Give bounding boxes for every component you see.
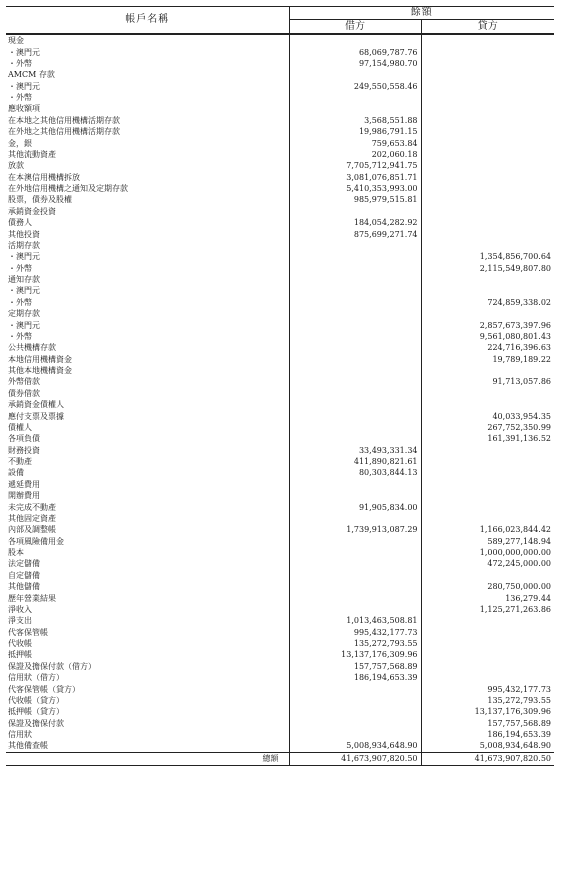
account-name-cell: 信用狀 bbox=[6, 729, 289, 740]
credit-cell bbox=[421, 58, 554, 69]
debit-cell: 202,060.18 bbox=[289, 149, 421, 160]
debit-cell bbox=[289, 536, 421, 547]
account-name-header: 帳戶名稱 bbox=[6, 7, 289, 35]
account-name-cell: 定期存款 bbox=[6, 308, 289, 319]
table-row bbox=[6, 240, 554, 251]
table-row bbox=[6, 46, 554, 57]
credit-cell bbox=[421, 126, 554, 137]
credit-cell: 19,789,189.22 bbox=[492, 354, 551, 364]
account-name-cell: ・外幣 bbox=[6, 92, 289, 103]
account-name-cell: 承銷資金投資 bbox=[6, 206, 289, 217]
debit-cell: 135,272,793.55 bbox=[289, 638, 421, 649]
debit-cell: 13,137,176,309.96 bbox=[289, 649, 421, 660]
credit-cell: 2,857,673,397.96 bbox=[479, 320, 551, 330]
credit-cell bbox=[421, 308, 554, 319]
debit-cell: 68,069,787.76 bbox=[289, 46, 421, 57]
credit-cell bbox=[421, 103, 554, 114]
account-name-cell: 自定儲備 bbox=[6, 570, 289, 581]
credit-cell: 267,752,350.99 bbox=[487, 422, 551, 432]
credit-cell: 1,166,023,844.42 bbox=[479, 525, 551, 535]
amount-header: 餘額 bbox=[289, 7, 554, 20]
credit-cell bbox=[421, 479, 554, 490]
debit-cell bbox=[289, 251, 421, 262]
credit-cell bbox=[421, 274, 554, 285]
account-name-cell: 其他儲備 bbox=[6, 581, 289, 592]
debit-cell bbox=[289, 399, 421, 410]
credit-cell bbox=[421, 399, 554, 410]
account-name-cell: 債券借款 bbox=[6, 388, 289, 399]
credit-cell: 135,272,793.55 bbox=[487, 695, 551, 705]
debit-cell bbox=[289, 69, 421, 80]
credit-cell: 224,716,396.63 bbox=[487, 343, 551, 353]
table-row bbox=[6, 604, 554, 615]
account-name-cell: 設備 bbox=[6, 467, 289, 478]
table-row bbox=[6, 342, 554, 353]
account-name-cell: ・澳門元 bbox=[6, 251, 289, 262]
debit-cell bbox=[289, 695, 421, 706]
balance-table bbox=[6, 6, 554, 766]
debit-cell: 759,653.84 bbox=[289, 137, 421, 148]
debit-cell bbox=[289, 433, 421, 444]
table-row bbox=[6, 422, 554, 433]
credit-cell bbox=[421, 137, 554, 148]
table-row bbox=[6, 103, 554, 114]
table-row bbox=[6, 399, 554, 410]
debit-cell: 3,568,551.88 bbox=[289, 115, 421, 126]
credit-cell: 995,432,177.73 bbox=[487, 684, 551, 694]
debit-cell bbox=[289, 240, 421, 251]
table-row bbox=[6, 524, 554, 535]
account-name-cell: 在本地之其他信用機構活期存款 bbox=[6, 115, 289, 126]
debit-cell bbox=[289, 592, 421, 603]
debit-cell bbox=[289, 422, 421, 433]
table-row bbox=[6, 69, 554, 80]
table-row bbox=[6, 683, 554, 694]
credit-cell: 40,033,954.35 bbox=[492, 411, 551, 421]
table-row bbox=[6, 547, 554, 558]
account-name-cell: 股本 bbox=[6, 547, 289, 558]
debit-cell: 80,303,844.13 bbox=[289, 467, 421, 478]
account-name-cell: 通知存款 bbox=[6, 274, 289, 285]
table-row bbox=[6, 433, 554, 444]
account-name-cell: 淨收入 bbox=[6, 604, 289, 615]
table-row bbox=[6, 160, 554, 171]
debit-header: 借方 bbox=[289, 20, 421, 35]
credit-cell bbox=[421, 206, 554, 217]
debit-cell bbox=[289, 388, 421, 399]
credit-cell bbox=[421, 365, 554, 376]
account-name-cell: ・外幣 bbox=[6, 58, 289, 69]
table-row bbox=[6, 649, 554, 660]
account-name-cell: 法定儲備 bbox=[6, 558, 289, 569]
table-row bbox=[6, 274, 554, 285]
account-name-cell: 內部及調整帳 bbox=[6, 524, 289, 535]
credit-cell bbox=[421, 92, 554, 103]
account-name-cell: 代收帳（貸方） bbox=[6, 695, 289, 706]
table-row bbox=[6, 592, 554, 603]
account-name-cell: 淨支出 bbox=[6, 615, 289, 626]
debit-cell: 97,154,980.70 bbox=[289, 58, 421, 69]
account-name-cell: 股票，債券及股權 bbox=[6, 194, 289, 205]
table-row bbox=[6, 217, 554, 228]
debit-cell: 411,890,821.61 bbox=[289, 456, 421, 467]
credit-cell bbox=[421, 240, 554, 251]
credit-cell: 589,277,148.94 bbox=[487, 536, 551, 546]
credit-cell: 2,115,549,807.80 bbox=[479, 263, 551, 273]
debit-cell: 186,194,653.39 bbox=[289, 672, 421, 683]
debit-cell bbox=[289, 319, 421, 330]
total-credit: 41,673,907,820.50 bbox=[421, 752, 554, 765]
debit-cell bbox=[289, 513, 421, 524]
table-row bbox=[6, 285, 554, 296]
account-name-cell: 在外地之其他信用機構活期存款 bbox=[6, 126, 289, 137]
table-row bbox=[6, 570, 554, 581]
credit-cell: 91,713,057.86 bbox=[492, 377, 551, 387]
debit-cell: 985,979,515.81 bbox=[289, 194, 421, 205]
total-row bbox=[6, 752, 554, 765]
credit-cell bbox=[421, 456, 554, 467]
debit-cell: 249,550,558.46 bbox=[289, 81, 421, 92]
debit-cell bbox=[289, 490, 421, 501]
account-name-cell: 各項負債 bbox=[6, 433, 289, 444]
account-name-cell: 其他流動資產 bbox=[6, 149, 289, 160]
credit-cell bbox=[421, 46, 554, 57]
account-name-cell: 債務人 bbox=[6, 217, 289, 228]
debit-cell bbox=[289, 342, 421, 353]
account-name-cell: 其他本地機構資金 bbox=[6, 365, 289, 376]
credit-cell bbox=[421, 661, 554, 672]
debit-cell: 875,699,271.74 bbox=[289, 228, 421, 239]
table-row bbox=[6, 456, 554, 467]
credit-cell bbox=[421, 285, 554, 296]
credit-cell bbox=[421, 228, 554, 239]
table-row bbox=[6, 34, 554, 46]
credit-cell bbox=[421, 445, 554, 456]
debit-cell: 91,905,834.00 bbox=[289, 501, 421, 512]
debit-cell: 184,054,282.92 bbox=[289, 217, 421, 228]
credit-cell bbox=[421, 194, 554, 205]
debit-cell: 995,432,177.73 bbox=[289, 627, 421, 638]
table-row bbox=[6, 581, 554, 592]
table-row bbox=[6, 388, 554, 399]
debit-cell: 5,410,353,993.00 bbox=[289, 183, 421, 194]
table-row bbox=[6, 58, 554, 69]
table-row bbox=[6, 331, 554, 342]
debit-cell bbox=[289, 263, 421, 274]
debit-cell bbox=[289, 604, 421, 615]
debit-cell: 33,493,331.34 bbox=[289, 445, 421, 456]
credit-cell: 1,125,271,263.86 bbox=[479, 604, 551, 614]
table-row bbox=[6, 490, 554, 501]
account-name-cell: ・外幣 bbox=[6, 263, 289, 274]
table-row bbox=[6, 695, 554, 706]
trial-balance-sheet bbox=[6, 6, 554, 886]
debit-cell: 3,081,076,851.71 bbox=[289, 172, 421, 183]
table-row bbox=[6, 183, 554, 194]
table-row bbox=[6, 206, 554, 217]
account-name-cell: 代客保管帳（貸方） bbox=[6, 683, 289, 694]
debit-cell: 157,757,568.89 bbox=[289, 661, 421, 672]
table-row bbox=[6, 672, 554, 683]
credit-cell bbox=[421, 81, 554, 92]
table-row bbox=[6, 445, 554, 456]
debit-cell: 1,739,913,087.29 bbox=[289, 524, 421, 535]
table-row bbox=[6, 194, 554, 205]
credit-cell: 1,000,000,000.00 bbox=[479, 548, 551, 558]
table-row bbox=[6, 513, 554, 524]
account-name-cell: 金，銀 bbox=[6, 137, 289, 148]
credit-cell: 136,279.44 bbox=[505, 593, 551, 603]
credit-cell bbox=[421, 69, 554, 80]
table-row bbox=[6, 149, 554, 160]
account-name-cell: 保證及擔保付款（借方） bbox=[6, 661, 289, 672]
table-row bbox=[6, 92, 554, 103]
account-name-cell: 歷年營業結果 bbox=[6, 592, 289, 603]
table-row bbox=[6, 661, 554, 672]
account-name-cell: 遞延費用 bbox=[6, 479, 289, 490]
table-row bbox=[6, 467, 554, 478]
table-row bbox=[6, 627, 554, 638]
account-name-cell: AMCM 存款 bbox=[6, 69, 289, 80]
credit-cell bbox=[421, 570, 554, 581]
account-name-cell: 未完成不動產 bbox=[6, 501, 289, 512]
debit-cell bbox=[289, 92, 421, 103]
account-name-cell: 在外地信用機構之通知及定期存款 bbox=[6, 183, 289, 194]
debit-cell bbox=[289, 558, 421, 569]
debit-cell bbox=[289, 410, 421, 421]
account-name-cell: ・澳門元 bbox=[6, 319, 289, 330]
debit-cell bbox=[289, 683, 421, 694]
account-name-cell: 開辦費用 bbox=[6, 490, 289, 501]
credit-cell: 1,354,856,700.64 bbox=[479, 252, 551, 262]
debit-cell bbox=[289, 718, 421, 729]
table-row bbox=[6, 410, 554, 421]
table-row bbox=[6, 251, 554, 262]
account-name-cell: ・外幣 bbox=[6, 297, 289, 308]
debit-cell bbox=[289, 376, 421, 387]
table-row bbox=[6, 706, 554, 717]
debit-cell bbox=[289, 365, 421, 376]
account-name-cell: 代收帳 bbox=[6, 638, 289, 649]
account-name-cell: 放款 bbox=[6, 160, 289, 171]
debit-cell bbox=[289, 34, 421, 46]
account-name-cell: 活期存款 bbox=[6, 240, 289, 251]
account-name-cell: 財務投資 bbox=[6, 445, 289, 456]
table-row bbox=[6, 501, 554, 512]
account-name-cell: ・澳門元 bbox=[6, 285, 289, 296]
credit-cell: 5,008,934,648.90 bbox=[421, 740, 554, 752]
credit-cell bbox=[421, 34, 554, 46]
credit-cell bbox=[421, 490, 554, 501]
table-row bbox=[6, 263, 554, 274]
table-row bbox=[6, 354, 554, 365]
account-name-cell: 債權人 bbox=[6, 422, 289, 433]
table-row bbox=[6, 172, 554, 183]
credit-cell bbox=[421, 672, 554, 683]
debit-cell bbox=[289, 706, 421, 717]
credit-cell bbox=[421, 149, 554, 160]
account-name-cell: 抵押帳 bbox=[6, 649, 289, 660]
credit-cell: 186,194,653.39 bbox=[487, 730, 551, 740]
credit-cell: 724,859,338.02 bbox=[487, 297, 551, 307]
credit-header: 貸方 bbox=[421, 20, 554, 35]
total-label: 總額 bbox=[6, 752, 289, 765]
credit-cell bbox=[421, 160, 554, 171]
credit-cell bbox=[421, 615, 554, 626]
account-name-cell: 應收額項 bbox=[6, 103, 289, 114]
debit-cell bbox=[289, 354, 421, 365]
table-row bbox=[6, 615, 554, 626]
table-row bbox=[6, 228, 554, 239]
account-name-cell: 在本澳信用機構拆放 bbox=[6, 172, 289, 183]
account-name-cell: 承銷資金債權人 bbox=[6, 399, 289, 410]
table-row bbox=[6, 740, 554, 752]
account-name-cell: 本地信用機構資金 bbox=[6, 354, 289, 365]
table-row bbox=[6, 365, 554, 376]
table-row bbox=[6, 115, 554, 126]
credit-cell bbox=[421, 467, 554, 478]
debit-cell bbox=[289, 729, 421, 740]
credit-cell: 9,561,080,801.43 bbox=[479, 331, 551, 341]
table-row bbox=[6, 558, 554, 569]
total-debit: 41,673,907,820.50 bbox=[289, 752, 421, 765]
credit-cell bbox=[421, 513, 554, 524]
debit-cell bbox=[289, 581, 421, 592]
account-name-cell: 抵押帳（貸方） bbox=[6, 706, 289, 717]
account-name-cell: 外幣借款 bbox=[6, 376, 289, 387]
debit-cell bbox=[289, 547, 421, 558]
table-row bbox=[6, 718, 554, 729]
debit-cell: 1,013,463,508.81 bbox=[289, 615, 421, 626]
table-row bbox=[6, 729, 554, 740]
credit-cell bbox=[421, 115, 554, 126]
table-row bbox=[6, 126, 554, 137]
credit-cell bbox=[421, 183, 554, 194]
debit-cell bbox=[289, 285, 421, 296]
table-row bbox=[6, 638, 554, 649]
debit-cell bbox=[289, 331, 421, 342]
credit-cell: 472,245,000.00 bbox=[487, 559, 551, 569]
debit-cell: 7,705,712,941.75 bbox=[289, 160, 421, 171]
debit-cell bbox=[289, 274, 421, 285]
credit-cell bbox=[421, 638, 554, 649]
table-row bbox=[6, 479, 554, 490]
debit-cell bbox=[289, 103, 421, 114]
table-row bbox=[6, 81, 554, 92]
account-name-cell: 保證及擔保付款 bbox=[6, 718, 289, 729]
account-name-cell: 現金 bbox=[6, 34, 289, 46]
debit-cell bbox=[289, 308, 421, 319]
debit-cell bbox=[289, 206, 421, 217]
account-name-cell: 不動產 bbox=[6, 456, 289, 467]
account-name-cell: 公共機構存款 bbox=[6, 342, 289, 353]
account-name-cell: 其他投資 bbox=[6, 228, 289, 239]
account-name-cell: 其他備查帳 bbox=[6, 740, 289, 752]
debit-cell bbox=[289, 479, 421, 490]
account-name-cell: 其他固定資產 bbox=[6, 513, 289, 524]
credit-cell bbox=[421, 627, 554, 638]
account-name-cell: 應付支票及票據 bbox=[6, 410, 289, 421]
debit-cell: 5,008,934,648.90 bbox=[289, 740, 421, 752]
account-name-cell: ・外幣 bbox=[6, 331, 289, 342]
credit-cell bbox=[421, 172, 554, 183]
credit-cell: 157,757,568.89 bbox=[487, 718, 551, 728]
account-name-cell: 代客保管帳 bbox=[6, 627, 289, 638]
account-name-cell: ・澳門元 bbox=[6, 81, 289, 92]
credit-cell bbox=[421, 501, 554, 512]
credit-cell: 280,750,000.00 bbox=[487, 582, 551, 592]
account-name-cell: 信用狀（借方） bbox=[6, 672, 289, 683]
credit-cell bbox=[421, 649, 554, 660]
credit-cell bbox=[421, 217, 554, 228]
credit-cell bbox=[421, 388, 554, 399]
account-rows bbox=[6, 34, 554, 752]
credit-cell: 13,137,176,309.96 bbox=[474, 707, 551, 717]
credit-cell: 161,391,136.52 bbox=[487, 434, 551, 444]
account-name-cell: ・澳門元 bbox=[6, 46, 289, 57]
table-row bbox=[6, 536, 554, 547]
table-row bbox=[6, 297, 554, 308]
table-row bbox=[6, 137, 554, 148]
debit-cell bbox=[289, 570, 421, 581]
account-name-cell: 各項風險備用金 bbox=[6, 536, 289, 547]
debit-cell bbox=[289, 297, 421, 308]
table-row bbox=[6, 319, 554, 330]
table-row bbox=[6, 376, 554, 387]
table-row bbox=[6, 308, 554, 319]
debit-cell: 19,986,791.15 bbox=[289, 126, 421, 137]
